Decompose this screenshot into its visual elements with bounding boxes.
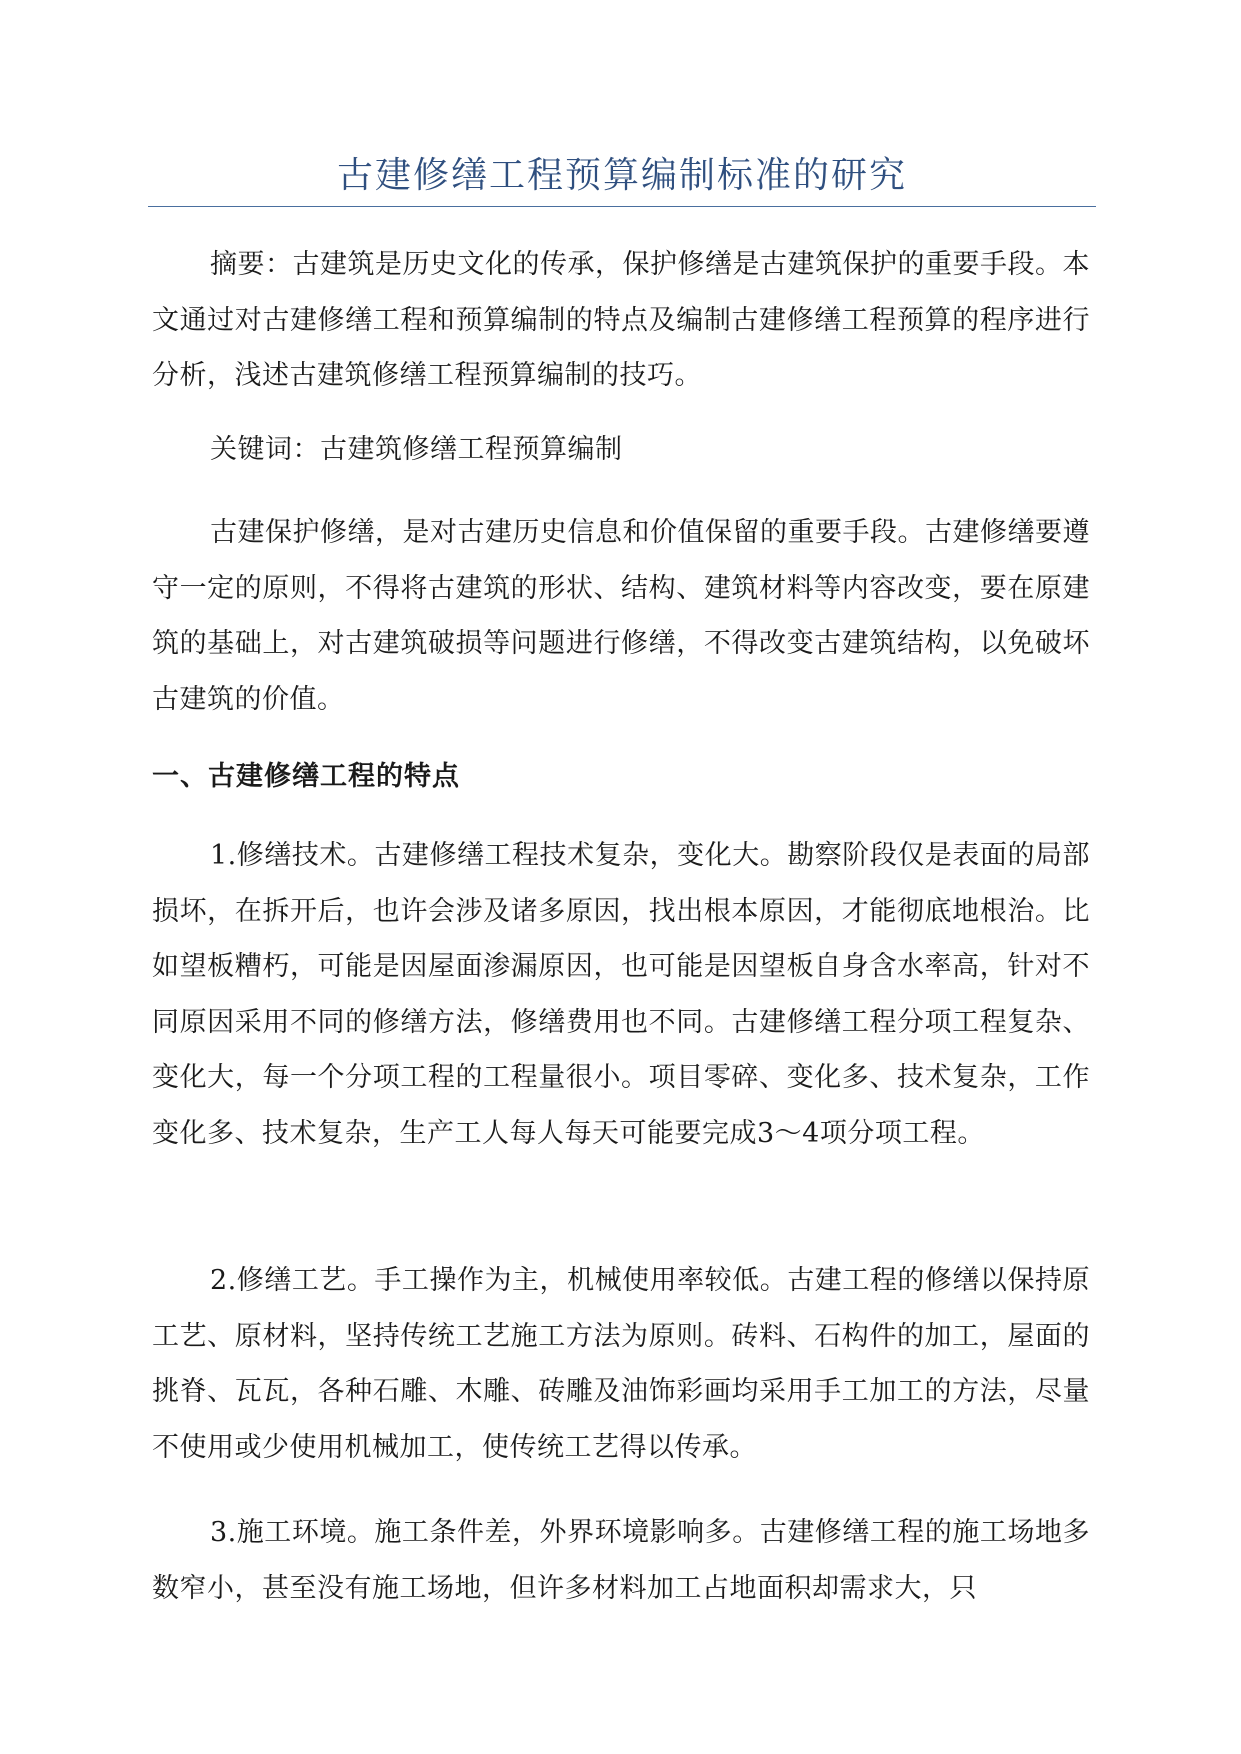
title-divider [148, 206, 1096, 207]
document-title: 古建修缮工程预算编制标准的研究 [336, 155, 907, 196]
abstract-paragraph: 摘要：古建筑是历史文化的传承，保护修缮是古建筑保护的重要手段。本文通过对古建修缮工程和预算编制的特点及编制古建修缮工程预算的程序进行分析，浅述古建筑修缮工程预算编制的技巧。 [152, 249, 1090, 391]
section-heading-1: 一、古建修缮工程的特点 [152, 761, 460, 792]
keywords-paragraph: 关键词：古建筑修缮工程预算编制 [210, 434, 623, 465]
list-item-construction-environment: 3.施工环境。施工条件差，外界环境影响多。古建修缮工程的施工场地多数窄小，甚至没有施工场地，但许多材料加工占地面积却需求大，只 [152, 1517, 1090, 1604]
intro-paragraph: 古建保护修缮，是对古建历史信息和价值保留的重要手段。古建修缮要遵守一定的原则，不得将古建筑的形状、结构、建筑材料等内容改变，要在原建筑的基础上，对古建筑破损等问题进行修缮，不得改变古建筑结构，以免破坏古建筑的价值。 [152, 517, 1090, 715]
list-item-repair-technique: 1.修缮技术。古建修缮工程技术复杂，变化大。勘察阶段仅是表面的局部损坏，在拆开后，也许会涉及诸多原因，找出根本原因，才能彻底地根治。比如望板糟朽，可能是因屋面渗漏原因，也可能是因望板自身含水率高，针对不同原因采用不同的修缮方法，修缮费用也不同。古建修缮工程分项工程复杂、变化大，每一个分项工程的工程量很小。项目零碎、变化多、技术复杂，工作变化多、技术复杂，生产工人每人每天可能要完成3～4项分项工程。 [152, 840, 1090, 1149]
list-item-repair-process: 2.修缮工艺。手工操作为主，机械使用率较低。古建工程的修缮以保持原工艺、原材料，坚持传统工艺施工方法为原则。砖料、石构件的加工，屋面的挑脊、瓦瓦，各种石雕、木雕、砖雕及油饰彩画均采用手工加工的方法，尽量不使用或少使用机械加工，使传统工艺得以传承。 [152, 1265, 1090, 1463]
